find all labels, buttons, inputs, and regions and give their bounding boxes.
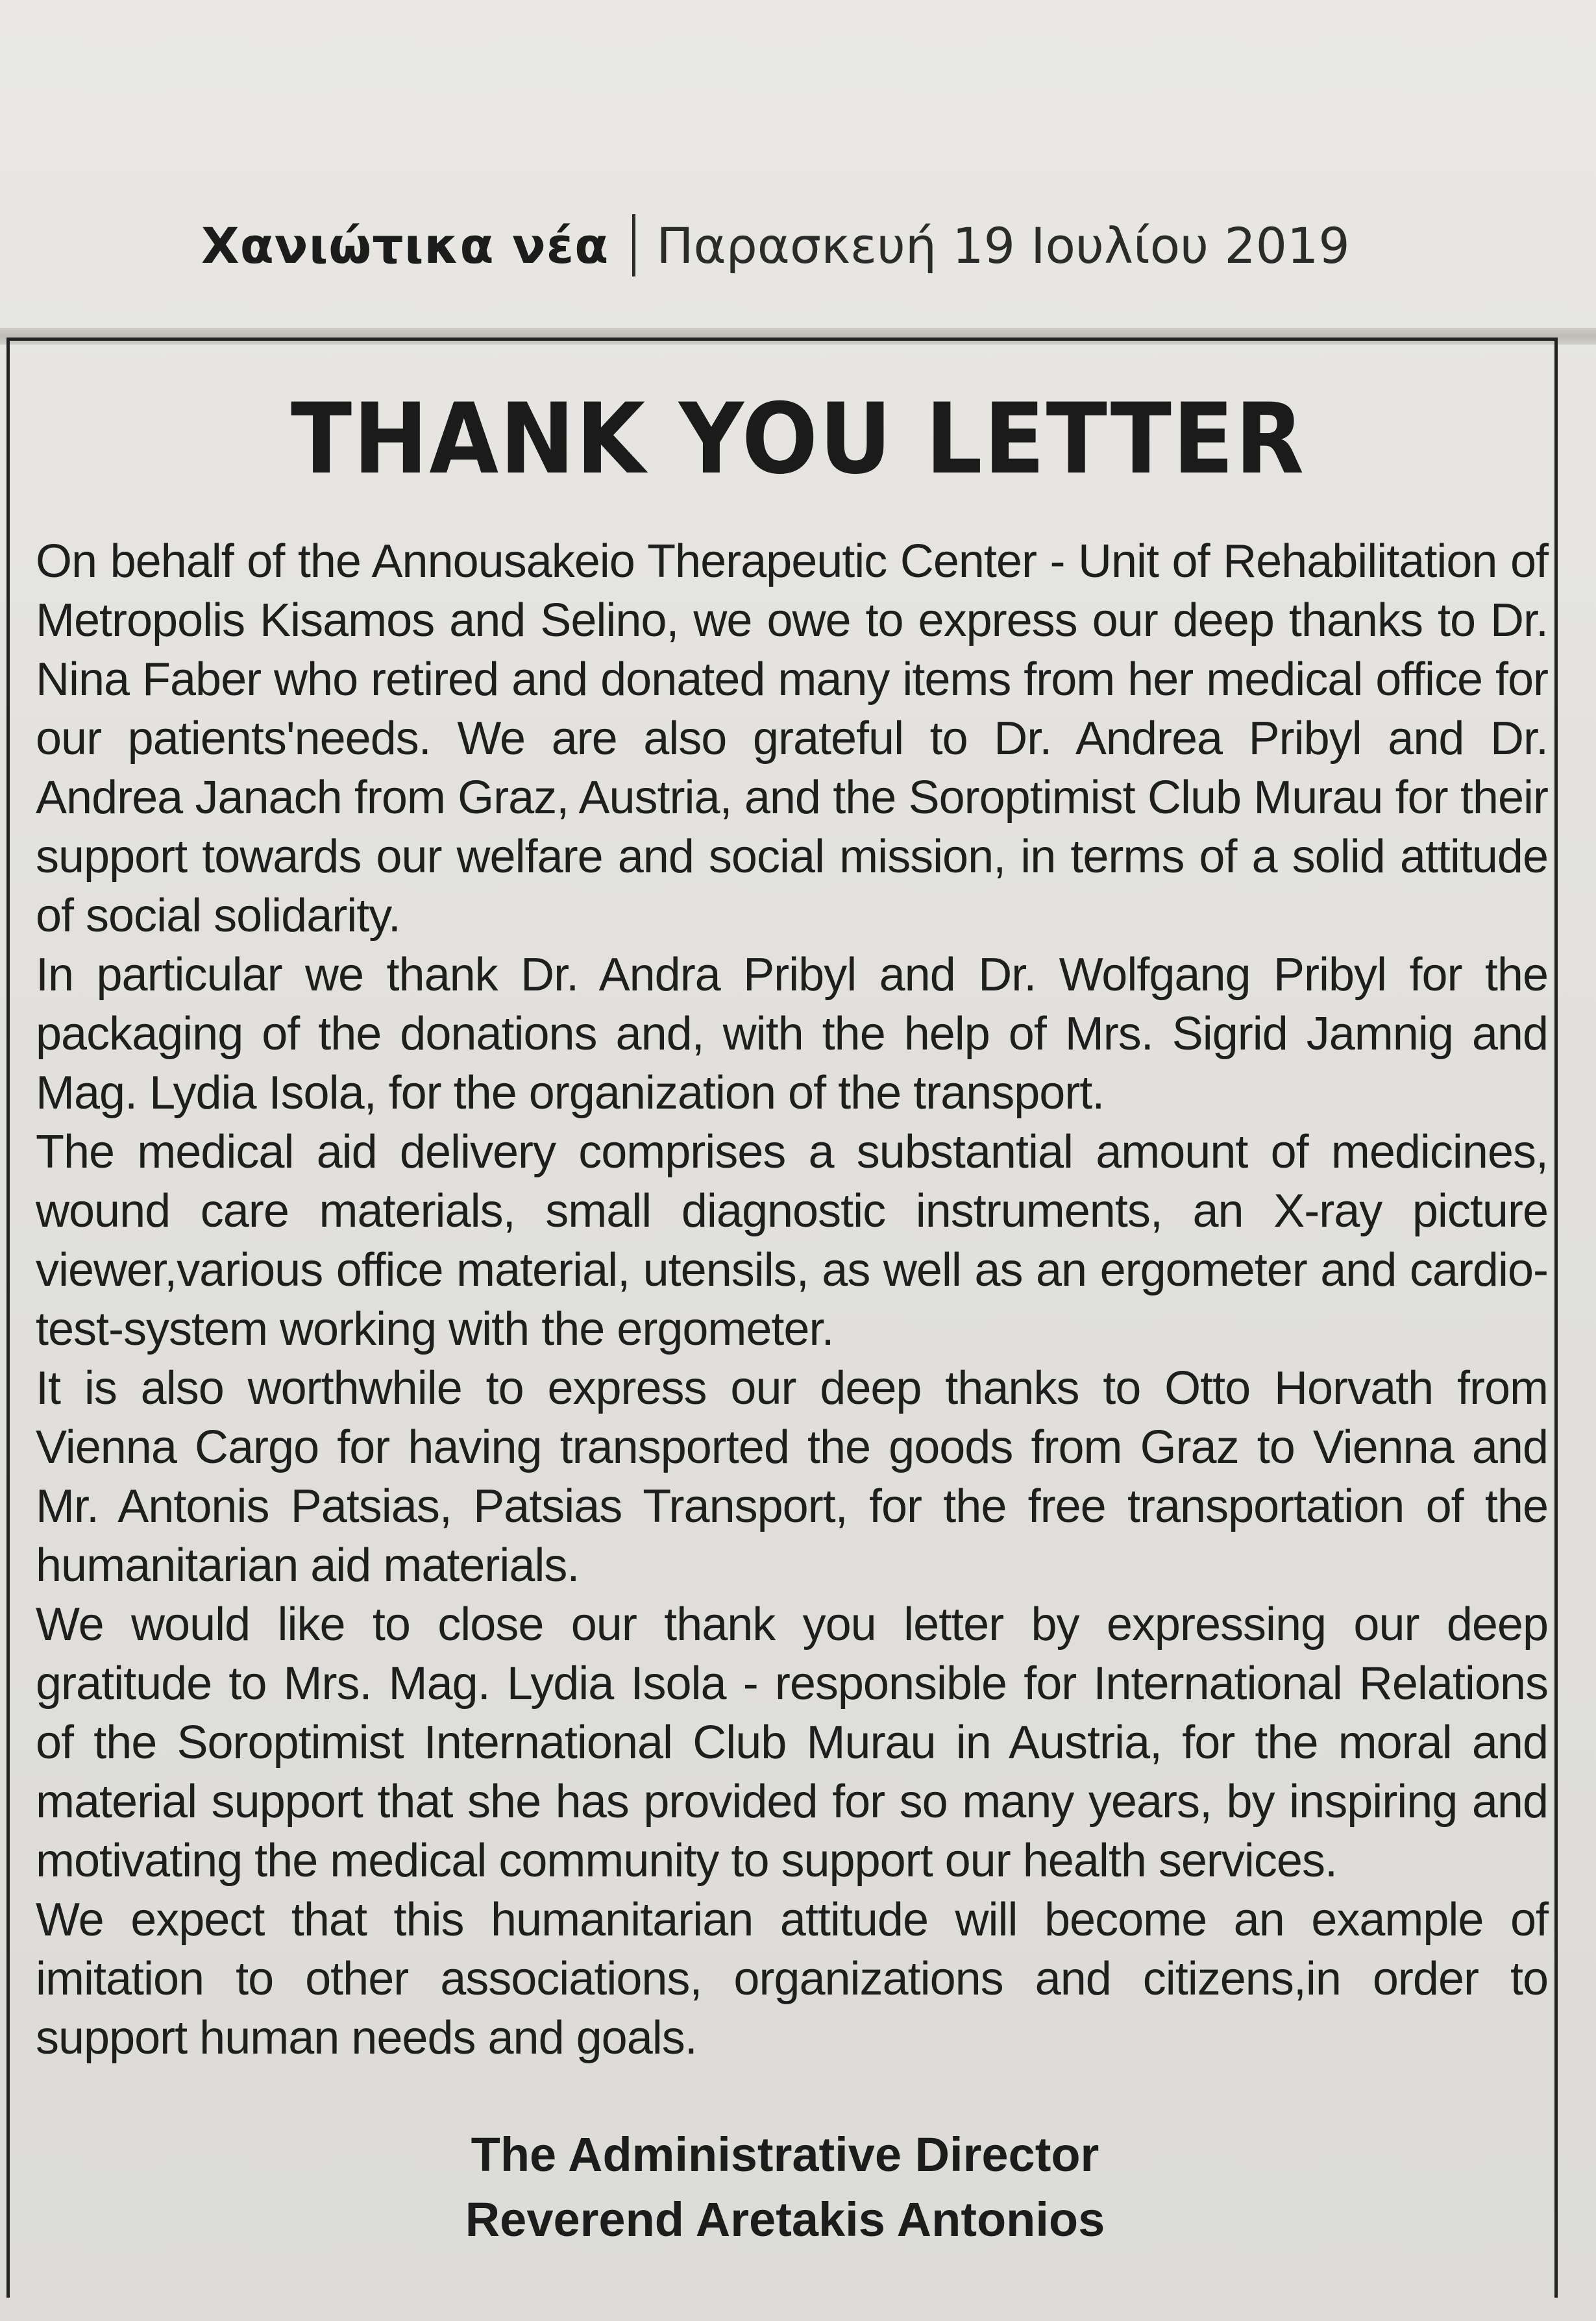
issue-date: Παρασκευή 19 Ιουλίου 2019 — [656, 216, 1350, 275]
letter-title: THANK YOU LETTER — [291, 383, 1305, 496]
letter-body — [36, 532, 1548, 2068]
signature-name: Reverend Aretakis Antonios — [465, 2192, 1105, 2246]
signature-block — [0, 2122, 1596, 2252]
masthead — [201, 206, 1350, 284]
paragraph-1: On behalf of the Annousakeio Therapeutic Center - Unit of Rehabilitation of Metropolis Kisamos and Selino, we owe to express our deep thanks to Dr. Nina Faber who retired and donated many items from her medical office for our patients'needs. We are also grateful to Dr. Andrea Pribyl and Dr. Andrea Janach from Graz, Austria, and the Soroptimist Club Murau for their support towards our welfare and social mission, in terms of a solid attitude of social solidarity. — [36, 535, 1548, 942]
paragraph-5: We would like to close our thank you letter by expressing our deep gratitude to Mrs. Mag. Lydia Isola - responsible for International Relations of the Soroptimist International Club Murau in Austria, for the moral and material support that she has provided for so many years, by inspiring and motivating the medical community to support our health services. — [36, 1599, 1548, 1887]
paragraph-2: In particular we thank Dr. Andra Pribyl and Dr. Wolfgang Pribyl for the packaging of the donations and, with the help of Mrs. Sigrid Jamnig and Mag. Lydia Isola, for the organization of the transport. — [36, 949, 1548, 1119]
newspaper-name: Χανιώτικα νέα — [201, 216, 609, 275]
paragraph-4: It is also worthwhile to express our deep thanks to Otto Horvath from Vienna Cargo for having transported the goods from Graz to Vienna and Mr. Antonis Patsias, Patsias Transport, for the free transportation of the humanitarian aid materials. — [36, 1362, 1548, 1591]
paragraph-6: We expect that this humanitarian attitude will become an example of imitation to other associations, organizations and citizens,in order to support human needs and goals. — [36, 1894, 1548, 2064]
paragraph-3: The medical aid delivery comprises a substantial amount of medicines, wound care materials, small diagnostic instruments, an X-ray picture viewer,various office material, utensils, as well as an ergometer and cardio- test-system working with the ergometer. — [36, 1126, 1548, 1355]
masthead-divider — [632, 214, 635, 276]
signature-role: The Administrative Director — [471, 2128, 1099, 2181]
